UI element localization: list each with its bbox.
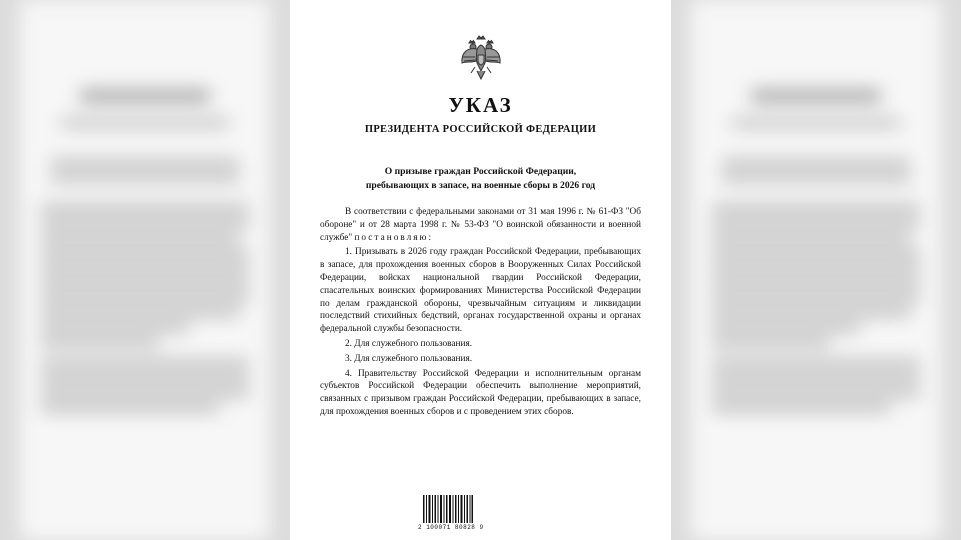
- document-title: УКАЗ: [448, 93, 513, 117]
- decree-heading-line: О призыве граждан Российской Федерации,: [384, 166, 577, 177]
- preamble-paragraph: [320, 206, 641, 244]
- document-subtitle: ПРЕЗИДЕНТА РОССИЙСКОЙ ФЕДЕРАЦИИ: [364, 124, 597, 135]
- blurred-background-left: [0, 0, 290, 540]
- decree-item: 4. Правительству Российской Федерации и исполнительным органам субъектов Российской Федерации обеспечить выполнение мероприятий, связанных с призывом граждан Российской Федерации, пребывающих в запасе, для прохождения военных сборов и с проведением этих сборов.: [320, 368, 641, 417]
- decree-body: [320, 206, 641, 421]
- barcode-digits: 2 100071 80828 9: [418, 524, 484, 531]
- decree-heading-line: пребывающих в запасе, на военные сборы в 2026 год: [365, 180, 596, 191]
- decree-item: 3. Для служебного пользования.: [345, 353, 473, 364]
- decree-heading: [320, 165, 641, 193]
- decree-word: постановляю:: [354, 232, 434, 243]
- coat-of-arms-icon: [457, 33, 505, 85]
- decree-item: 1. Призывать в 2026 году граждан Российской Федерации, пребывающих в запасе, для прохождения военных сборов в Вооруженных Силах Российской Федерации, войсках национальной гвардии Российской Федерации, спасательных воинских формированиях Министерства Российской Федерации по делам гражданской обороны, чрезвычайным ситуациям и ликвидации последствий стихийных бедствий, органах государственной охраны и органах федеральной службы безопасности.: [320, 247, 641, 335]
- document-page: [290, 0, 671, 540]
- barcode-icon: [423, 493, 473, 523]
- blurred-background-right: [671, 0, 961, 540]
- preamble-text: В соответствии с федеральными законами от 31 мая 1996 г. № 61-ФЗ "Об обороне" и от 28 марта 1998 г. № 53-ФЗ "О воинской обязанности и военной службе": [320, 207, 641, 243]
- decree-item: 2. Для служебного пользования.: [345, 338, 473, 349]
